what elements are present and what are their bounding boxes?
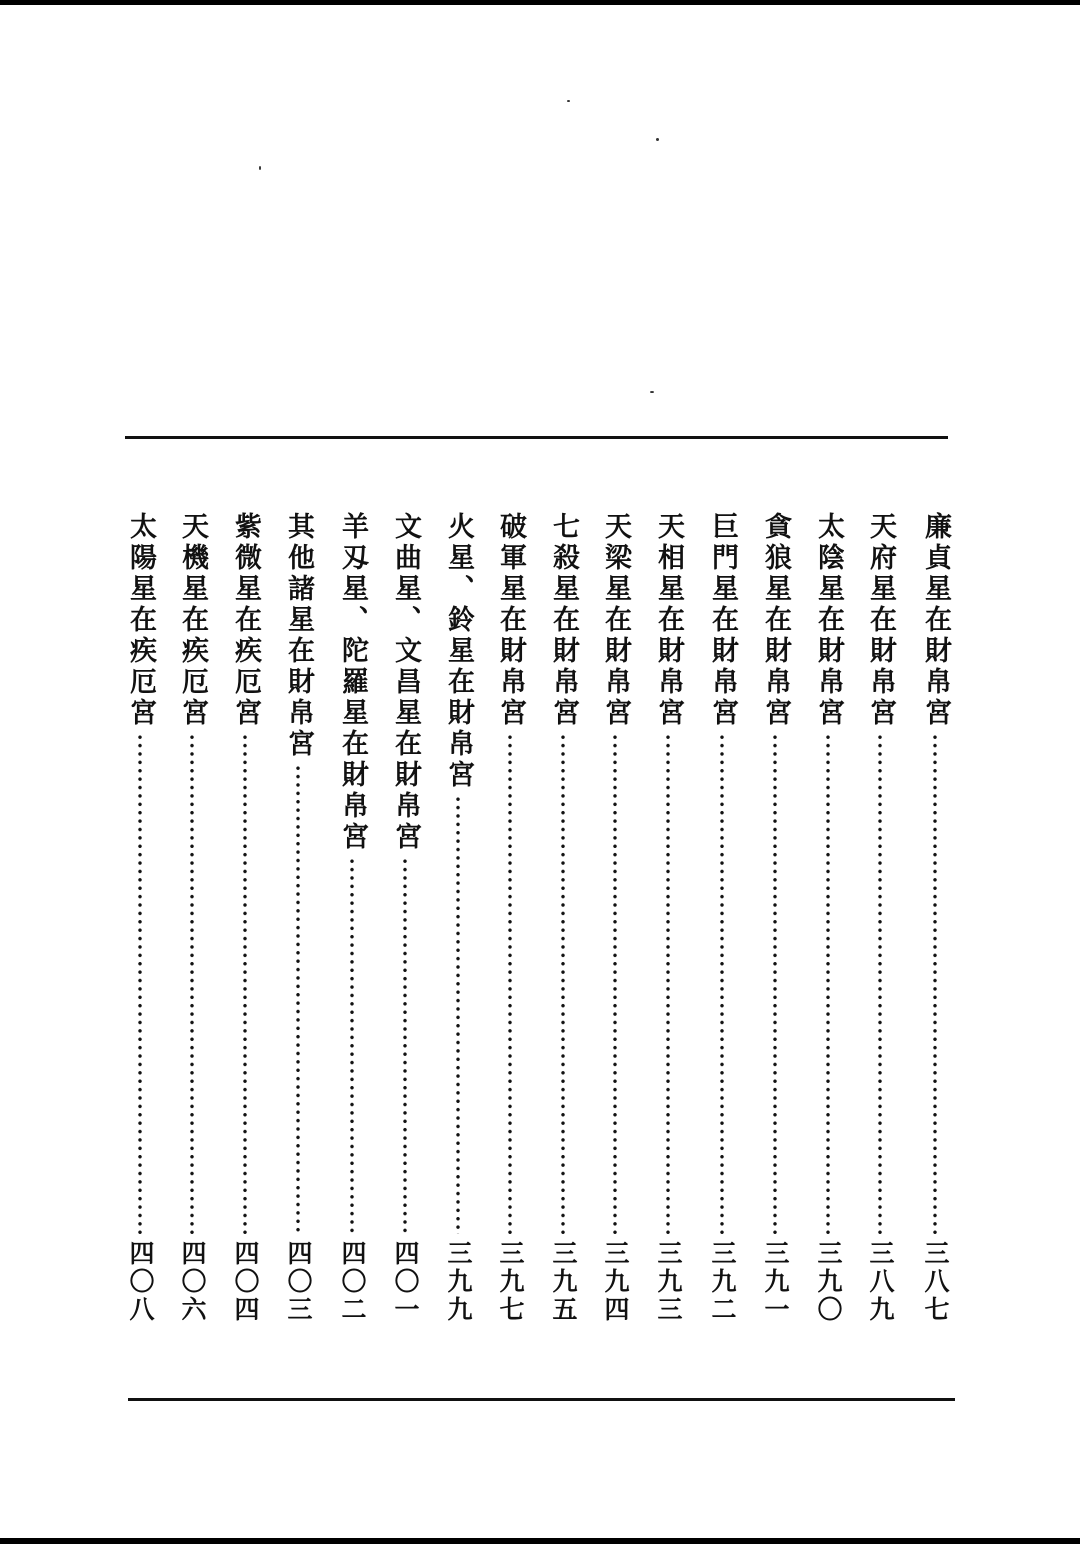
toc-entry-title: 巨門星在財帛宮: [707, 512, 738, 729]
scan-speck: [650, 391, 654, 393]
dot-leader: [665, 733, 671, 1234]
toc-entry-page: 四〇二: [338, 1240, 367, 1324]
scan-border-top: [0, 0, 1080, 5]
toc-entry-title: 貪狼星在財帛宮: [760, 512, 791, 729]
toc-entry-title: 火星、鈴星在財帛宮: [443, 512, 474, 791]
footer-rule: [128, 1398, 955, 1401]
toc-entry-title: 天府星在財帛宮: [865, 512, 896, 729]
dot-leader: [189, 733, 195, 1234]
toc-entry-page: 三九五: [549, 1240, 578, 1324]
toc-entry[interactable]: [651, 512, 685, 1326]
toc-entry-page: 三九三: [654, 1240, 683, 1324]
toc-entry[interactable]: [598, 512, 632, 1326]
toc-entry[interactable]: [918, 512, 952, 1326]
toc-entry[interactable]: [281, 512, 315, 1326]
toc-entry-page: 三九四: [601, 1240, 630, 1324]
toc-entry[interactable]: [863, 512, 897, 1326]
dot-leader: [719, 733, 725, 1234]
dot-leader: [560, 733, 566, 1234]
toc-entry[interactable]: [335, 512, 369, 1326]
toc-entry-title: 紫微星在疾厄宮: [230, 512, 261, 729]
scan-speck: [259, 166, 261, 170]
dot-leader: [877, 733, 883, 1234]
toc-entry[interactable]: [493, 512, 527, 1326]
toc-entry[interactable]: [228, 512, 262, 1326]
toc-entry[interactable]: [123, 512, 157, 1326]
dot-leader: [295, 764, 301, 1234]
toc-entry-page: 四〇八: [126, 1240, 155, 1324]
dot-leader: [612, 733, 618, 1234]
toc-entry-page: 三九七: [496, 1240, 525, 1324]
toc-entry-page: 三九一: [761, 1240, 790, 1324]
toc-entry-page: 三八七: [921, 1240, 950, 1324]
scan-border-bottom: [0, 1538, 1080, 1544]
dot-leader: [932, 733, 938, 1234]
dot-leader: [825, 733, 831, 1234]
toc-entry-title: 太陽星在疾厄宮: [125, 512, 156, 729]
toc-entry-page: 四〇六: [178, 1240, 207, 1324]
toc-entry-title: 七殺星在財帛宮: [548, 512, 579, 729]
toc-entry[interactable]: [546, 512, 580, 1326]
dot-leader: [242, 733, 248, 1234]
toc-entry-title: 文曲星、文昌星在財帛宮: [390, 512, 421, 853]
toc-entry-page: 四〇四: [231, 1240, 260, 1324]
toc-entry-page: 三九〇: [814, 1240, 843, 1324]
toc-entry-title: 其他諸星在財帛宮: [283, 512, 314, 760]
toc-entry-title: 天梁星在財帛宮: [600, 512, 631, 729]
scan-speck: [567, 100, 570, 102]
dot-leader: [507, 733, 513, 1234]
toc-entry[interactable]: [388, 512, 422, 1326]
toc-entry-page: 四〇三: [284, 1240, 313, 1324]
toc-entry-title: 廉貞星在財帛宮: [920, 512, 951, 729]
toc-entry-page: 三九二: [708, 1240, 737, 1324]
dot-leader: [349, 857, 355, 1234]
toc-entry-title: 羊刄星、陀羅星在財帛宮: [337, 512, 368, 853]
dot-leader: [772, 733, 778, 1234]
toc-entry[interactable]: [705, 512, 739, 1326]
dot-leader: [137, 733, 143, 1234]
toc-entry-title: 天相星在財帛宮: [653, 512, 684, 729]
toc-entry-title: 天機星在疾厄宮: [177, 512, 208, 729]
dot-leader: [402, 857, 408, 1234]
toc-entry[interactable]: [441, 512, 475, 1326]
toc-entry[interactable]: [811, 512, 845, 1326]
toc-entry[interactable]: [175, 512, 209, 1326]
header-rule: [125, 436, 948, 439]
toc-entry-page: 四〇一: [391, 1240, 420, 1324]
dot-leader: [455, 795, 461, 1234]
toc-entry[interactable]: [758, 512, 792, 1326]
scan-speck: [656, 138, 659, 141]
toc-entry-title: 破軍星在財帛宮: [495, 512, 526, 729]
toc-entry-page: 三九九: [444, 1240, 473, 1324]
toc-entry-page: 三八九: [866, 1240, 895, 1324]
toc-entry-title: 太陰星在財帛宮: [813, 512, 844, 729]
